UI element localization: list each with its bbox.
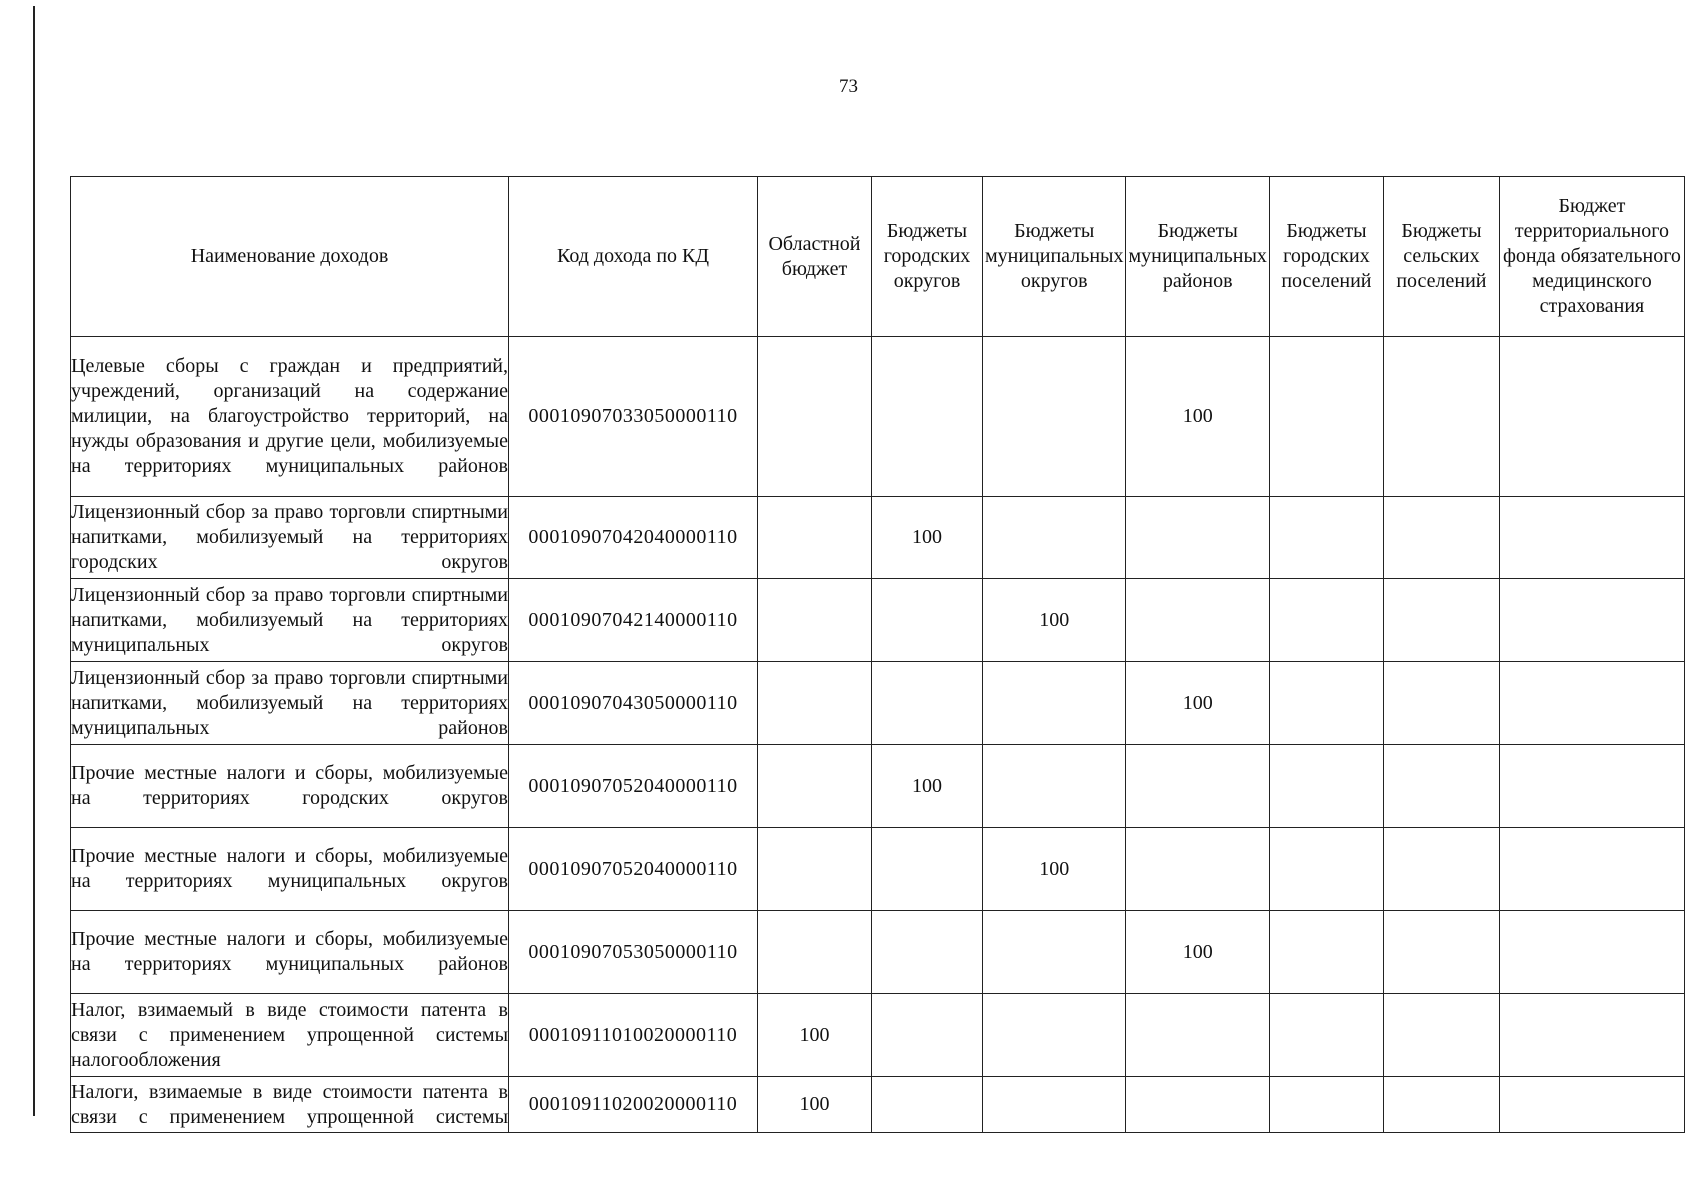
value-cell — [872, 994, 983, 1077]
value-cell — [1126, 1077, 1269, 1133]
revenue-name-cell: Лицензионный сбор за право торговли спиртными напитками, мобилизуемый на территориях муниципальных округов — [71, 579, 509, 662]
value-cell — [872, 1077, 983, 1133]
table-row — [71, 579, 1685, 662]
value-cell — [1126, 828, 1269, 911]
value-cell: 100 — [872, 497, 983, 579]
value-cell — [1499, 337, 1684, 497]
value-cell — [1499, 662, 1684, 745]
header-revenue-code: Код дохода по КД — [509, 177, 758, 337]
value-cell: 100 — [1126, 662, 1269, 745]
table-row — [71, 911, 1685, 994]
value-cell — [1383, 828, 1499, 911]
value-cell — [1499, 1077, 1684, 1133]
value-cell — [872, 579, 983, 662]
value-cell — [1126, 497, 1269, 579]
revenue-code-cell: 00010907033050000110 — [509, 337, 758, 497]
revenue-code-cell: 00010911020020000110 — [509, 1077, 758, 1133]
value-cell — [1269, 662, 1383, 745]
value-cell — [1383, 994, 1499, 1077]
value-cell: 100 — [872, 745, 983, 828]
header-municipal-area-budgets: Бюджеты муниципальных районов — [1126, 177, 1269, 337]
revenue-code-cell: 00010907042140000110 — [509, 579, 758, 662]
value-cell — [983, 662, 1126, 745]
value-cell — [1383, 1077, 1499, 1133]
value-cell — [1269, 579, 1383, 662]
value-cell — [758, 579, 872, 662]
value-cell — [983, 745, 1126, 828]
value-cell: 100 — [1126, 337, 1269, 497]
value-cell — [1383, 579, 1499, 662]
value-cell — [1499, 911, 1684, 994]
revenue-distribution-table — [70, 176, 1685, 1133]
value-cell — [1269, 994, 1383, 1077]
table-row — [71, 1077, 1685, 1133]
header-medical-insurance-fund-budget: Бюджет территориального фонда обязательного медицинского страхования — [1499, 177, 1684, 337]
revenue-name-cell: Налоги, взимаемые в виде стоимости патента в связи с применением упрощенной системы — [71, 1077, 509, 1133]
value-cell — [1126, 579, 1269, 662]
revenue-name-cell: Налог, взимаемый в виде стоимости патента в связи с применением упрощенной системы налогообложения — [71, 994, 509, 1077]
value-cell — [758, 337, 872, 497]
value-cell — [1269, 911, 1383, 994]
value-cell — [983, 497, 1126, 579]
table-row — [71, 337, 1685, 497]
value-cell — [1499, 745, 1684, 828]
revenue-name-cell: Прочие местные налоги и сборы, мобилизуемые на территориях муниципальных округов — [71, 828, 509, 911]
value-cell — [983, 911, 1126, 994]
table-row — [71, 994, 1685, 1077]
header-row — [71, 177, 1685, 337]
revenue-code-cell: 00010907042040000110 — [509, 497, 758, 579]
value-cell — [872, 337, 983, 497]
value-cell — [1383, 911, 1499, 994]
value-cell — [1269, 497, 1383, 579]
page-number: 73 — [839, 76, 858, 97]
header-urban-settlement-budgets: Бюджеты городских поселений — [1269, 177, 1383, 337]
revenue-name-cell: Прочие местные налоги и сборы, мобилизуемые на территориях муниципальных районов — [71, 911, 509, 994]
value-cell: 100 — [758, 1077, 872, 1133]
revenue-name-cell: Целевые сборы с граждан и предприятий, учреждений, организаций на содержание милиции, на благоустройство территорий, на нужды образования и другие цели, мобилизуемые на территориях муниципальных районов — [71, 337, 509, 497]
revenue-code-cell: 00010907053050000110 — [509, 911, 758, 994]
header-city-district-budgets: Бюджеты городских округов — [872, 177, 983, 337]
value-cell — [983, 1077, 1126, 1133]
table-row — [71, 497, 1685, 579]
left-margin-line — [33, 6, 35, 1116]
value-cell — [1499, 579, 1684, 662]
header-rural-settlement-budgets: Бюджеты сельских поселений — [1383, 177, 1499, 337]
value-cell — [872, 828, 983, 911]
value-cell — [983, 994, 1126, 1077]
value-cell — [758, 911, 872, 994]
value-cell: 100 — [758, 994, 872, 1077]
header-revenue-name: Наименование доходов — [71, 177, 509, 337]
value-cell — [758, 662, 872, 745]
value-cell — [1383, 745, 1499, 828]
value-cell — [1126, 994, 1269, 1077]
revenue-name-cell: Лицензионный сбор за право торговли спиртными напитками, мобилизуемый на территориях городских округов — [71, 497, 509, 579]
table-row — [71, 828, 1685, 911]
value-cell: 100 — [1126, 911, 1269, 994]
revenue-name-cell: Прочие местные налоги и сборы, мобилизуемые на территориях городских округов — [71, 745, 509, 828]
value-cell — [1269, 745, 1383, 828]
value-cell: 100 — [983, 828, 1126, 911]
revenue-name-cell: Лицензионный сбор за право торговли спиртными напитками, мобилизуемый на территориях муниципальных районов — [71, 662, 509, 745]
value-cell — [1383, 337, 1499, 497]
header-municipal-district-budgets: Бюджеты муниципальных округов — [983, 177, 1126, 337]
value-cell — [1126, 745, 1269, 828]
value-cell — [872, 662, 983, 745]
value-cell — [758, 745, 872, 828]
header-regional-budget: Областной бюджет — [758, 177, 872, 337]
value-cell — [1383, 497, 1499, 579]
value-cell — [983, 337, 1126, 497]
value-cell — [1269, 337, 1383, 497]
value-cell: 100 — [983, 579, 1126, 662]
value-cell — [1499, 828, 1684, 911]
value-cell — [758, 828, 872, 911]
revenue-code-cell: 00010911010020000110 — [509, 994, 758, 1077]
value-cell — [872, 911, 983, 994]
revenue-code-cell: 00010907052040000110 — [509, 828, 758, 911]
value-cell — [1383, 662, 1499, 745]
value-cell — [1269, 828, 1383, 911]
table-row — [71, 745, 1685, 828]
table-row — [71, 662, 1685, 745]
value-cell — [1499, 994, 1684, 1077]
value-cell — [1499, 497, 1684, 579]
value-cell — [758, 497, 872, 579]
revenue-code-cell: 00010907043050000110 — [509, 662, 758, 745]
revenue-code-cell: 00010907052040000110 — [509, 745, 758, 828]
value-cell — [1269, 1077, 1383, 1133]
